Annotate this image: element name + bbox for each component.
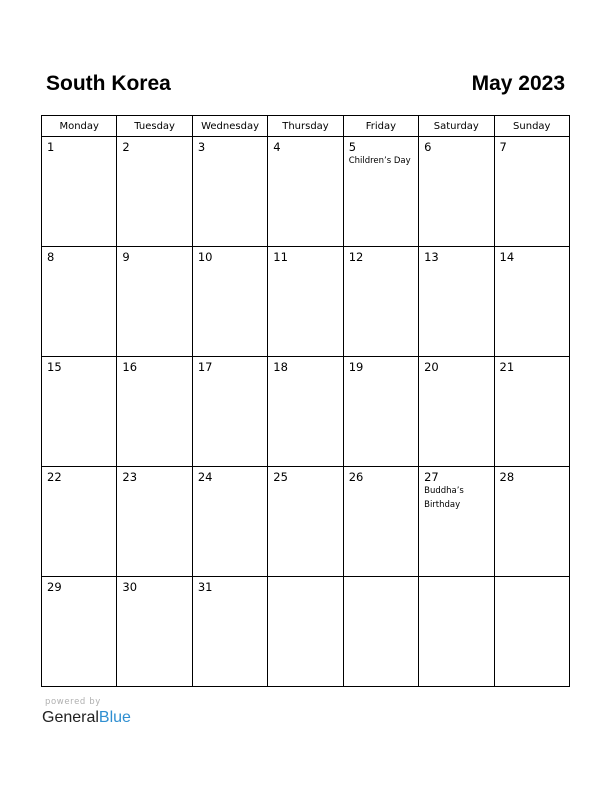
day-cell (343, 577, 418, 687)
brand-logo-part-general: General (42, 709, 99, 726)
day-number: 24 (197, 470, 213, 484)
day-cell (117, 357, 192, 467)
day-number: 14 (499, 250, 515, 264)
day-cell (192, 247, 267, 357)
day-cell (419, 247, 494, 357)
weekday-header: Wednesday (192, 116, 267, 137)
day-number: 21 (499, 360, 515, 374)
country-title: South Korea (46, 72, 171, 95)
day-cell (117, 137, 192, 247)
day-cell (192, 137, 267, 247)
weekday-header: Tuesday (117, 116, 192, 137)
weekday-header-row (42, 116, 570, 137)
day-number: 1 (47, 140, 55, 154)
day-cell (343, 137, 418, 247)
weekday-header: Sunday (494, 116, 569, 137)
weekday-header: Friday (343, 116, 418, 137)
day-number: 11 (273, 250, 288, 264)
day-number: 3 (197, 140, 206, 154)
week-row (42, 577, 570, 687)
day-cell (268, 467, 343, 577)
day-cell (494, 137, 569, 247)
day-cell (494, 247, 569, 357)
day-number: 19 (348, 360, 364, 374)
week-row (42, 467, 570, 577)
day-cell (268, 137, 343, 247)
day-number: 12 (348, 250, 364, 264)
day-cell (419, 357, 494, 467)
day-number: 17 (197, 360, 213, 374)
day-number: 5 (348, 140, 357, 154)
calendar-grid (41, 115, 570, 687)
day-number: 23 (122, 470, 138, 484)
brand-logo[interactable] (42, 708, 131, 728)
day-cell (42, 577, 117, 687)
brand-logo-part-blue: Blue (98, 709, 131, 726)
week-row (42, 137, 570, 247)
day-cell (268, 577, 343, 687)
day-number (495, 577, 569, 581)
day-cell (42, 247, 117, 357)
day-number (344, 577, 418, 581)
day-number: 13 (424, 250, 439, 264)
day-number (268, 577, 342, 581)
day-number: 27 (424, 470, 439, 484)
day-number: 2 (122, 140, 130, 154)
day-number: 8 (47, 250, 55, 264)
day-cell (494, 357, 569, 467)
day-cell (343, 247, 418, 357)
month-year-title: May 2023 (471, 72, 565, 95)
day-number: 7 (499, 140, 507, 154)
day-number: 22 (47, 470, 62, 484)
week-row (42, 247, 570, 357)
powered-by-label: powered by (45, 697, 101, 707)
day-cell (117, 577, 192, 687)
day-number: 28 (499, 470, 515, 484)
day-cell (494, 467, 569, 577)
day-number: 20 (424, 360, 439, 374)
day-cell (343, 357, 418, 467)
day-cell (42, 467, 117, 577)
day-number: 26 (348, 470, 364, 484)
day-cell (419, 577, 494, 687)
holiday-label: Buddha’s Birthday (424, 486, 464, 510)
day-cell (192, 467, 267, 577)
day-cell (419, 467, 494, 577)
day-cell (494, 577, 569, 687)
week-row (42, 357, 570, 467)
day-number: 4 (273, 140, 281, 154)
day-number: 16 (122, 360, 138, 374)
day-cell (192, 577, 267, 687)
day-cell (42, 357, 117, 467)
day-number: 6 (424, 140, 432, 154)
day-number: 25 (273, 470, 288, 484)
day-cell (192, 357, 267, 467)
day-number (419, 577, 493, 581)
day-number: 31 (197, 580, 213, 594)
day-number: 15 (47, 360, 62, 374)
day-cell (343, 467, 418, 577)
day-cell (42, 137, 117, 247)
day-number: 18 (273, 360, 288, 374)
day-cell (117, 247, 192, 357)
day-number: 29 (47, 580, 62, 594)
day-number: 10 (197, 250, 213, 264)
day-cell (268, 357, 343, 467)
weekday-header: Thursday (268, 116, 343, 137)
day-number: 30 (122, 580, 138, 594)
holiday-label: Children’s Day (348, 156, 411, 166)
day-cell (268, 247, 343, 357)
weekday-header: Monday (42, 116, 117, 137)
day-number: 9 (122, 250, 130, 264)
weekday-header: Saturday (419, 116, 494, 137)
day-cell (419, 137, 494, 247)
day-cell (117, 467, 192, 577)
